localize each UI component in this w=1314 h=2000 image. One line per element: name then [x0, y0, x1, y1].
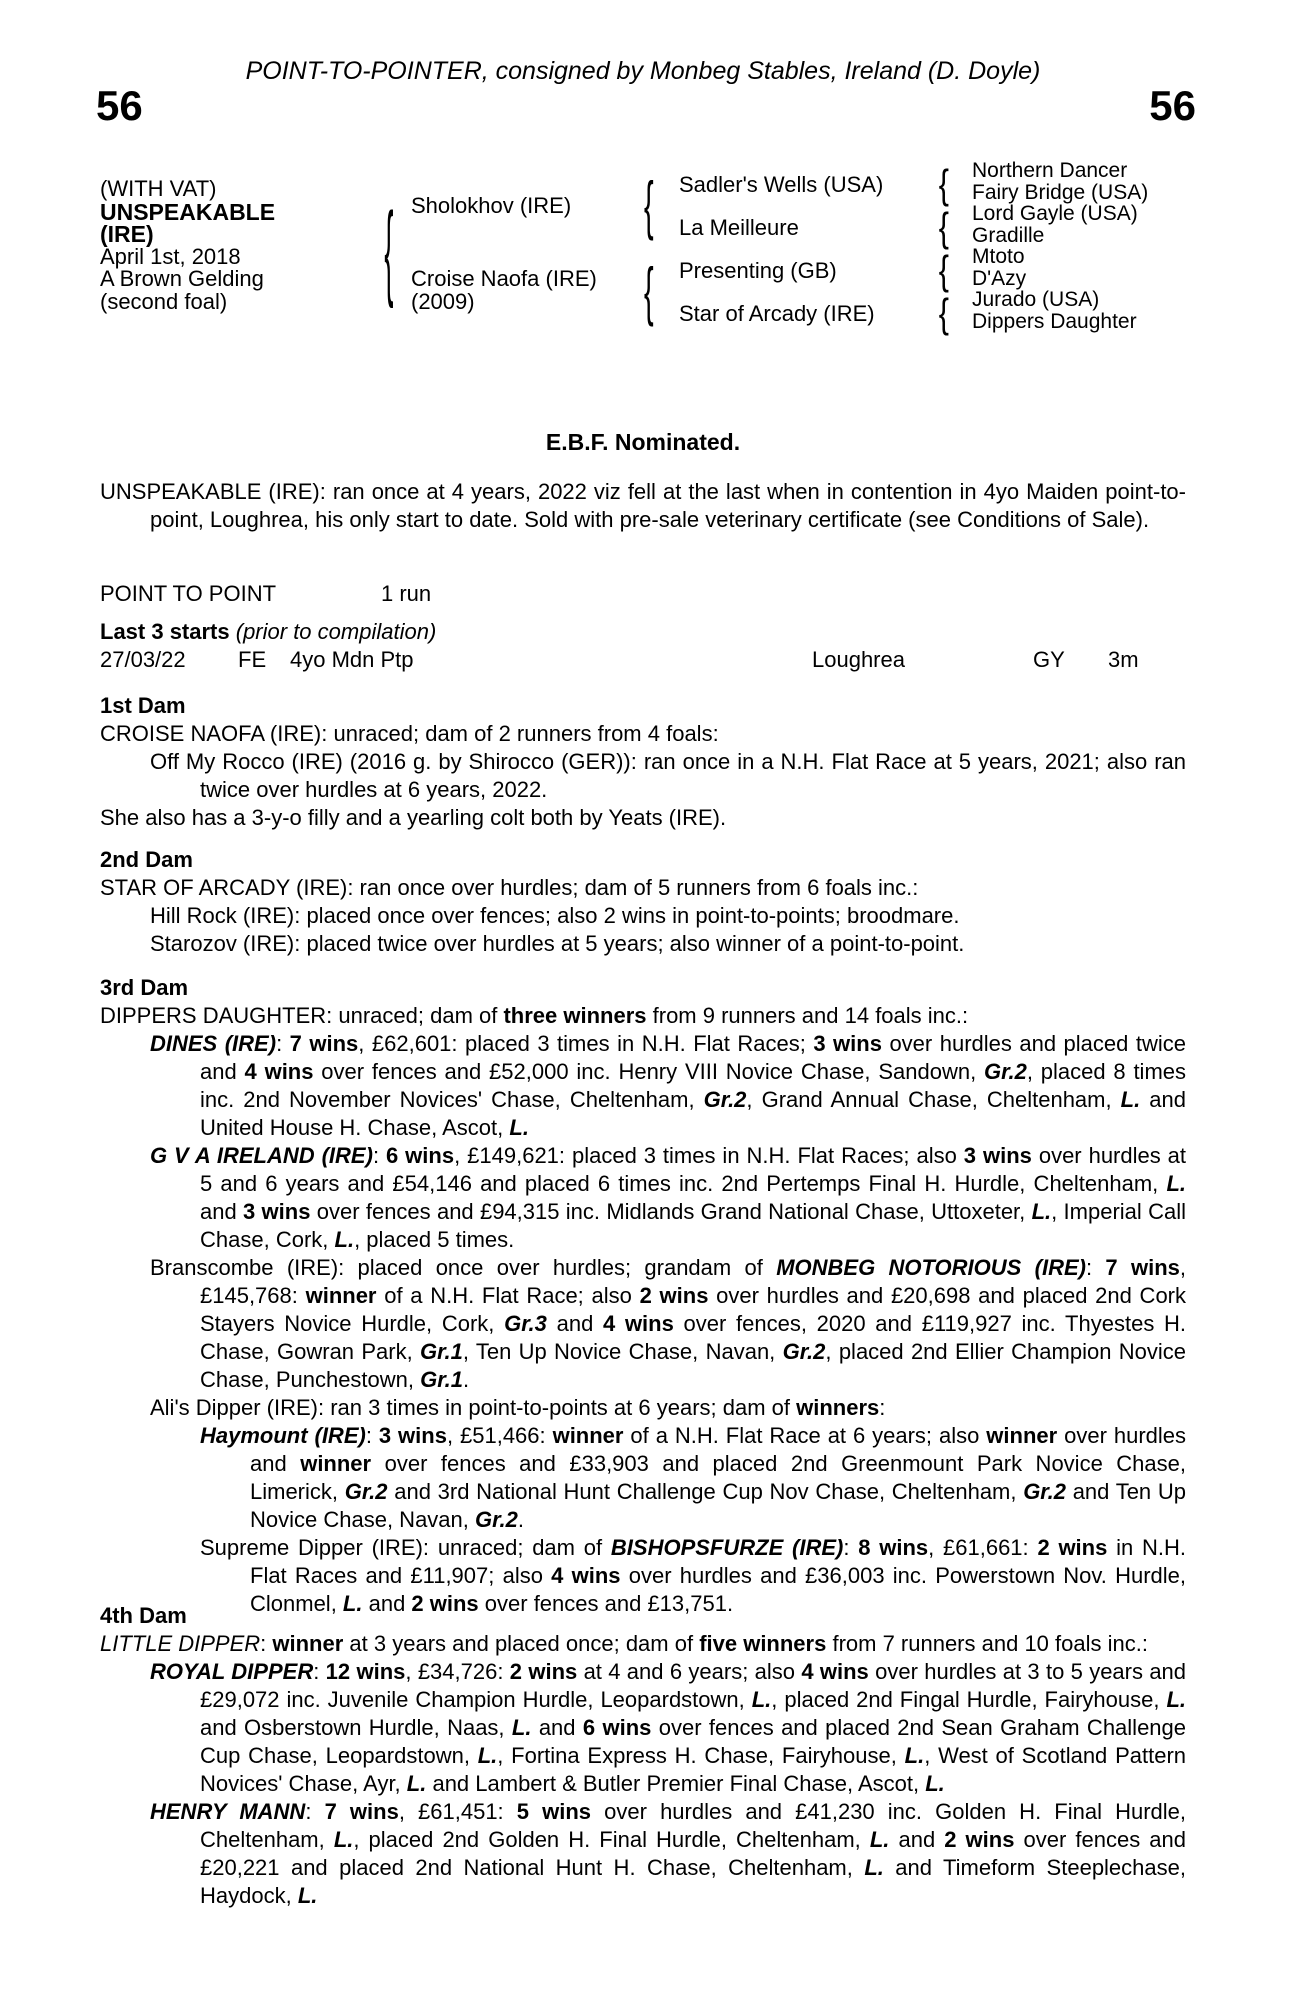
horse-suffix: (IRE): [100, 221, 154, 247]
great-grandparent: Dippers Daughter: [972, 309, 1137, 333]
race-record: [100, 580, 1186, 608]
dam-block: [411, 268, 597, 313]
start-venue: Loughrea: [812, 647, 905, 672]
pedigree-brace: {: [644, 255, 654, 329]
great-grandparent: Lord Gayle (USA): [972, 202, 1138, 225]
great-grandparent: D'Azy: [972, 266, 1027, 290]
dam1-extra-note: She also has a 3-y-o filly and a yearling colt both by Yeats (IRE).: [100, 805, 727, 830]
pedigree-brace: {: [384, 193, 394, 311]
horse-details: [100, 178, 275, 313]
progeny-haymount: Haymount (IRE): 3 wins, £51,466: winner of a N.H. Flat Race at 6 years; also winner over hurdles and winner over fences and £33,903 and placed 2nd Greenmount Park Novice Chase, Limerick, Gr.2 and 3rd National Hunt Challenge Cup Nov Chase, Cheltenham, Gr.2 and Ten Up Novice Chase, Navan, Gr.2.: [200, 1423, 1187, 1532]
dam4-section: [100, 1602, 1186, 1910]
last-starts: [100, 618, 1186, 674]
great-grandparent: Fairy Bridge (USA): [972, 180, 1149, 204]
vat-note: (WITH VAT): [100, 176, 217, 201]
horse-name: UNSPEAKABLE: [100, 198, 276, 225]
start-race: 4yo Mdn Ptp: [290, 647, 414, 672]
start-row: [100, 646, 1186, 674]
grandsire-maternal: Presenting (GB): [679, 258, 837, 283]
progeny-hill-rock: Hill Rock (IRE): placed once over fences; also 2 wins in point-to-points; broodmare.: [150, 903, 960, 928]
great-grandparent: Mtoto: [972, 245, 1025, 268]
granddam-maternal: Star of Arcady (IRE): [679, 301, 875, 326]
last-starts-subtitle: (prior to compilation): [235, 619, 437, 644]
granddam-paternal: La Meilleure: [679, 215, 799, 240]
dam1-heading: 1st Dam: [100, 693, 186, 718]
grandsire-paternal: Sadler's Wells (USA): [679, 172, 884, 197]
record-runs: 1 run: [381, 581, 432, 606]
pedigree-brace: {: [938, 291, 949, 337]
start-going: GY: [1033, 647, 1065, 672]
progeny-off-my-rocco: Off My Rocco (IRE) (2016 g. by Shirocco (GER)): ran once in a N.H. Flat Race at 5 years, 2021; also ran twice over hurdles at 6 years, 2022.: [150, 749, 1186, 802]
progeny-alis-dipper: Ali's Dipper (IRE): ran 3 times in point-to-points at 6 years; dam of winners:: [150, 1395, 886, 1420]
dam3-heading: 3rd Dam: [100, 975, 189, 1000]
lot-description: UNSPEAKABLE (IRE): ran once at 4 years, 2022 viz fell at the last when in contention in 4yo Maiden point-to-point, Loughrea, his only start to date. Sold with pre-sale veterinary certificate (see Conditions of Sale).: [100, 479, 1186, 532]
progeny-supreme-dipper: Supreme Dipper (IRE): unraced; dam of BISHOPSFURZE (IRE): 8 wins, £61,661: 2 wins in N.H. Flat Races and £11,907; also 4 wins over hurdles and £36,003 inc. Powerstown Nov. Hurdle, Clonmel, L. and 2 wins over fences and £13,751.: [200, 1535, 1187, 1616]
pedigree-brace: {: [938, 162, 949, 208]
start-code: FE: [238, 647, 267, 672]
great-grandparent: Gradille: [972, 223, 1045, 247]
horse-description: A Brown Gelding: [100, 266, 264, 291]
progeny-henry-mann: HENRY MANN: 7 wins, £61,451: 5 wins over hurdles and £41,230 inc. Golden H. Final Hurdle, Cheltenham, L., placed 2nd Golden H. Final Hurdle, Cheltenham, L. and 2 wins over fences and £20,221 and placed 2nd National Hunt H. Chase, Cheltenham, L. and Timeform Steeplechase, Haydock, L.: [150, 1799, 1187, 1908]
dam3-section: [100, 974, 1186, 1618]
dam2-heading: 2nd Dam: [100, 847, 193, 872]
sire-name: Sholokhov (IRE): [411, 193, 572, 218]
dam1-note: CROISE NAOFA (IRE): unraced; dam of 2 runners from 4 foals:: [100, 721, 719, 746]
foaling-date: April 1st, 2018: [100, 243, 241, 269]
pedigree-brace: {: [938, 205, 949, 251]
great-grandparents: [972, 160, 1148, 332]
progeny-gva-ireland: G V A IRELAND (IRE): 6 wins, £149,621: placed 3 times in N.H. Flat Races; also 3 wins over hurdles at 5 and 6 years and £54,146 and placed 6 times inc. 2nd Pertemps Final H. Hurdle, Cheltenham, L. and 3 wins over fences and £94,315 inc. Midlands Grand National Chase, Uttoxeter, L., Imperial Call Chase, Cork, L., placed 5 times.: [150, 1143, 1187, 1252]
great-grandparent: Jurado (USA): [972, 288, 1100, 311]
dam-year: (2009): [411, 288, 475, 314]
progeny-royal-dipper: ROYAL DIPPER: 12 wins, £34,726: 2 wins at 4 and 6 years; also 4 wins over hurdles at 3 to 5 years and £29,072 inc. Juvenile Champion Hurdle, Leopardstown, L., placed 2nd Fingal Hurdle, Fairyhouse, L. and Osberstown Hurdle, Naas, L. and 6 wins over fences and placed 2nd Sean Graham Challenge Cup Chase, Leopardstown, L., Fortina Express H. Chase, Fairyhouse, L., West of Scotland Pattern Novices' Chase, Ayr, L. and Lambert & Butler Premier Final Chase, Ascot, L.: [150, 1659, 1187, 1796]
progeny-starozov: Starozov (IRE): placed twice over hurdles at 5 years; also winner of a point-to-point.: [150, 931, 965, 956]
record-category: POINT TO POINT: [100, 581, 277, 606]
great-grandparent: Northern Dancer: [972, 159, 1128, 182]
ebf-nomination-note: E.B.F. Nominated.: [545, 429, 741, 455]
dam3-note: DIPPERS DAUGHTER: unraced; dam of three winners from 9 runners and 14 foals inc.:: [100, 1003, 969, 1028]
lot-number-right: 56: [1149, 82, 1196, 129]
last-starts-title: Last 3 starts: [100, 619, 230, 644]
dam4-note: LITTLE DIPPER: winner at 3 years and placed once; dam of five winners from 7 runners and 10 foals inc.:: [100, 1631, 1148, 1656]
lot-number-left: 56: [96, 82, 143, 129]
dam1-section: [100, 692, 1186, 832]
foal-number-note: (second foal): [100, 288, 228, 314]
dam4-heading: 4th Dam: [100, 1603, 187, 1628]
start-date: 27/03/22: [100, 647, 186, 672]
pedigree-brace: {: [644, 169, 654, 243]
dam2-note: STAR OF ARCADY (IRE): ran once over hurdles; dam of 5 runners from 6 foals inc.:: [100, 875, 919, 900]
dam2-section: [100, 846, 1186, 958]
pedigree-brace: {: [938, 248, 949, 294]
pedigree-table: [100, 160, 1186, 340]
dam-name: Croise Naofa (IRE): [411, 266, 597, 291]
consignment-header: POINT-TO-POINTER, consigned by Monbeg Stables, Ireland (D. Doyle): [245, 57, 1041, 85]
start-distance: 3m: [1108, 647, 1139, 672]
progeny-branscombe: Branscombe (IRE): placed once over hurdles; grandam of MONBEG NOTORIOUS (IRE): 7 wins, £145,768: winner of a N.H. Flat Race; also 2 wins over hurdles and £20,698 and placed 2nd Cork Stayers Novice Hurdle, Cork, Gr.3 and 4 wins over fences, 2020 and £119,927 inc. Thyestes H. Chase, Gowran Park, Gr.1, Ten Up Novice Chase, Navan, Gr.2, placed 2nd Ellier Champion Novice Chase, Punchestown, Gr.1.: [150, 1255, 1187, 1392]
progeny-dines: DINES (IRE): 7 wins, £62,601: placed 3 times in N.H. Flat Races; 3 wins over hurdles and placed twice and 4 wins over fences and £52,000 inc. Henry VIII Novice Chase, Sandown, Gr.2, placed 8 times inc. 2nd November Novices' Chase, Cheltenham, Gr.2, Grand Annual Chase, Cheltenham, L. and United House H. Chase, Ascot, L.: [150, 1031, 1187, 1140]
